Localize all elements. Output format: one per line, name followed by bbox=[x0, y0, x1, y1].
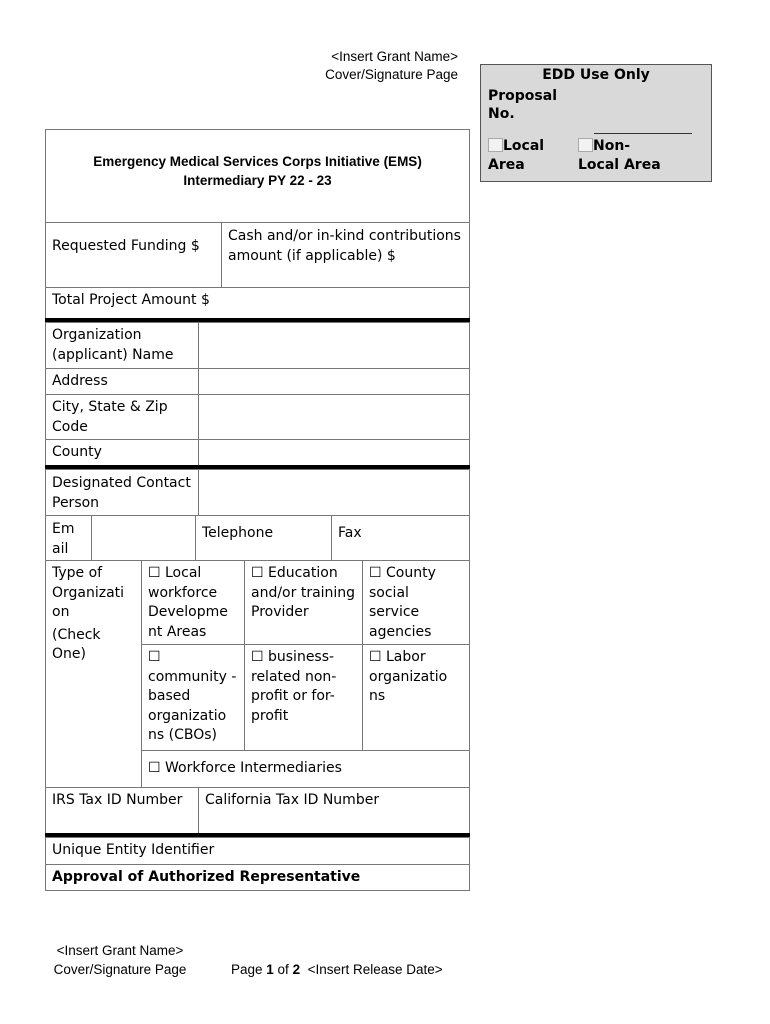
footer-subtitle: Cover/Signature Page bbox=[53, 962, 187, 977]
proposal-number-label: Proposal No. bbox=[488, 88, 558, 122]
org-name-input[interactable] bbox=[198, 322, 470, 369]
approval-heading: Approval of Authorized Representative bbox=[45, 864, 470, 891]
local-area-option[interactable]: Local Area bbox=[488, 138, 545, 173]
city-state-zip-label: City, State & Zip Code bbox=[45, 394, 199, 440]
ca-tax-id-field[interactable]: California Tax ID Number bbox=[198, 787, 470, 835]
designated-contact-input[interactable] bbox=[198, 469, 470, 516]
header-grant-name: <Insert Grant Name> bbox=[331, 49, 458, 64]
telephone-field[interactable]: Telephone bbox=[195, 515, 332, 561]
requested-funding-field[interactable]: Requested Funding $ bbox=[45, 222, 222, 288]
footer-page-info: Page 1 of 2 <Insert Release Date> bbox=[231, 962, 443, 977]
address-input[interactable] bbox=[198, 368, 470, 395]
edd-use-only-box bbox=[480, 64, 712, 182]
org-name-label: Organization (applicant) Name bbox=[45, 322, 199, 369]
page-header bbox=[325, 48, 458, 84]
local-area-checkbox[interactable] bbox=[488, 138, 503, 152]
address-label: Address bbox=[45, 368, 199, 395]
fax-field[interactable]: Fax bbox=[331, 515, 470, 561]
page-total: 2 bbox=[292, 962, 301, 977]
org-type-label: Type of Organizati on (Check One) bbox=[45, 560, 142, 788]
option-community-based-org[interactable]: ☐ community -based organizatio ns (CBOs) bbox=[141, 644, 245, 751]
release-date: <Insert Release Date> bbox=[300, 962, 443, 977]
option-local-workforce[interactable]: ☐ Local workforce Developme nt Areas bbox=[141, 560, 245, 645]
option-county-social-services[interactable]: ☐ County social service agencies bbox=[362, 560, 470, 645]
non-local-area-option[interactable]: Non- Local Area bbox=[578, 138, 661, 173]
cover-signature-form bbox=[45, 129, 470, 891]
total-project-amount-field[interactable]: Total Project Amount $ bbox=[45, 287, 470, 320]
option-labor-org[interactable]: ☐ Labor organizatio ns bbox=[362, 644, 470, 751]
edd-box-title: EDD Use Only bbox=[542, 67, 650, 83]
city-state-zip-input[interactable] bbox=[198, 394, 470, 440]
email-label: Em ail bbox=[45, 515, 92, 561]
footer-grant-name: <Insert Grant Name> bbox=[56, 943, 184, 958]
footer-left bbox=[45, 941, 195, 979]
page-number: 1 bbox=[266, 962, 274, 977]
county-input[interactable] bbox=[198, 439, 470, 467]
option-education-provider[interactable]: ☐ Education and/or training Provider bbox=[244, 560, 363, 645]
designated-contact-label: Designated Contact Person bbox=[45, 469, 199, 516]
non-local-area-checkbox[interactable] bbox=[578, 138, 593, 152]
header-subtitle: Cover/Signature Page bbox=[325, 67, 458, 82]
option-business-related[interactable]: ☐ business-related non-profit or for-profit bbox=[244, 644, 363, 751]
cash-inkind-field[interactable]: Cash and/or in-kind contributions amount (if applicable) $ bbox=[221, 222, 470, 288]
county-label: County bbox=[45, 439, 199, 467]
email-input[interactable] bbox=[91, 515, 196, 561]
form-title: Emergency Medical Services Corps Initiative (EMS) Intermediary PY 22 - 23 bbox=[45, 129, 470, 223]
unique-entity-id-field[interactable]: Unique Entity Identifier bbox=[45, 837, 470, 865]
option-workforce-intermediaries[interactable]: ☐ Workforce Intermediaries bbox=[141, 750, 470, 788]
proposal-number-line[interactable] bbox=[594, 133, 692, 134]
irs-tax-id-field[interactable]: IRS Tax ID Number bbox=[45, 787, 199, 835]
